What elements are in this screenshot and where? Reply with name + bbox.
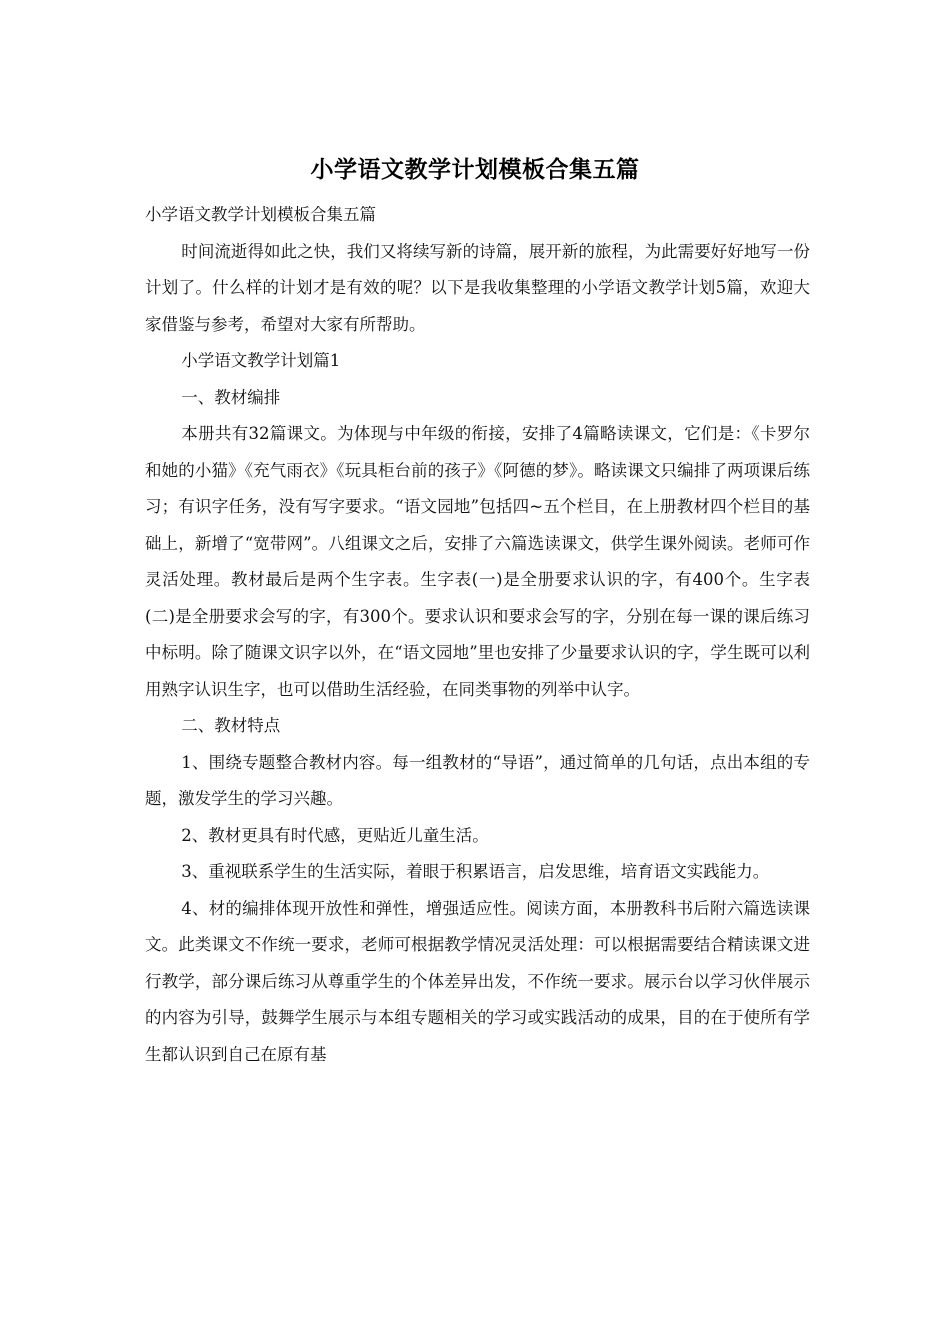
subtitle-paragraph: 小学语文教学计划模板合集五篇 — [145, 205, 376, 224]
intro-paragraph: 时间流逝得如此之快，我们又将续写新的诗篇，展开新的旅程，为此需要好好地写一份计划了。什么样的计划才是有效的呢？以下是我收集整理的小学语文教学计划5篇，欢迎大家借鉴与参考，希望对大家有所帮助。 — [145, 241, 810, 334]
document-body — [145, 197, 810, 1073]
list-item-paragraph: 4、材的编排体现开放性和弹性，增强适应性。阅读方面，本册教科书后附六篇选读课文。此类课文不作统一要求，老师可根据教学情况灵活处理：可以根据需要结合精读课文进行教学，部分课后练习从尊重学生的个体差异出发，不作统一要求。展示台以学习伙伴展示的内容为引导，鼓舞学生展示与本组专题相关的学习或实践活动的成果，目的在于使所有学生都认识到自己在原有基 — [145, 898, 810, 1064]
section-heading-textbook-features: 二、教材特点 — [181, 716, 281, 735]
body-paragraph: 本册共有32篇课文。为体现与中年级的衔接，安排了4篇略读课文，它们是：《卡罗尔和她的小猫》《充气雨衣》《玩具柜台前的孩子》《阿德的梦》。略读课文只编排了两项课后练习；有识字任务，没有写字要求。“语文园地”包括四~五个栏目，在上册教材四个栏目的基础上，新增了“宽带网”。八组课文之后，安排了六篇选读课文，供学生课外阅读。老师可作灵活处理。教材最后是两个生字表。生字表(一)是全册要求认识的字，有400个。生字表(二)是全册要求会写的字，有300个。要求认识和要求会写的字，分别在每一课的课后练习中标明。除了随课文识字以外，在“语文园地”里也安排了少量要求认识的字，学生既可以利用熟字认识生字，也可以借助生活经验，在同类事物的列举中认字。 — [145, 424, 810, 699]
document-title: 小学语文教学计划模板合集五篇 — [310, 157, 640, 183]
section-heading-plan-1: 小学语文教学计划篇1 — [181, 351, 341, 370]
section-heading-textbook-arrangement: 一、教材编排 — [181, 387, 281, 407]
list-item-paragraph: 2、教材更具有时代感，更贴近儿童生活。 — [181, 825, 489, 845]
list-item-paragraph: 1、围绕专题整合教材内容。每一组教材的“导语”，通过简单的几句话，点出本组的专题，激发学生的学习兴趣。 — [145, 752, 810, 808]
list-item-paragraph: 3、重视联系学生的生活实际，着眼于积累语言，启发思维，培育语文实践能力。 — [181, 862, 770, 881]
